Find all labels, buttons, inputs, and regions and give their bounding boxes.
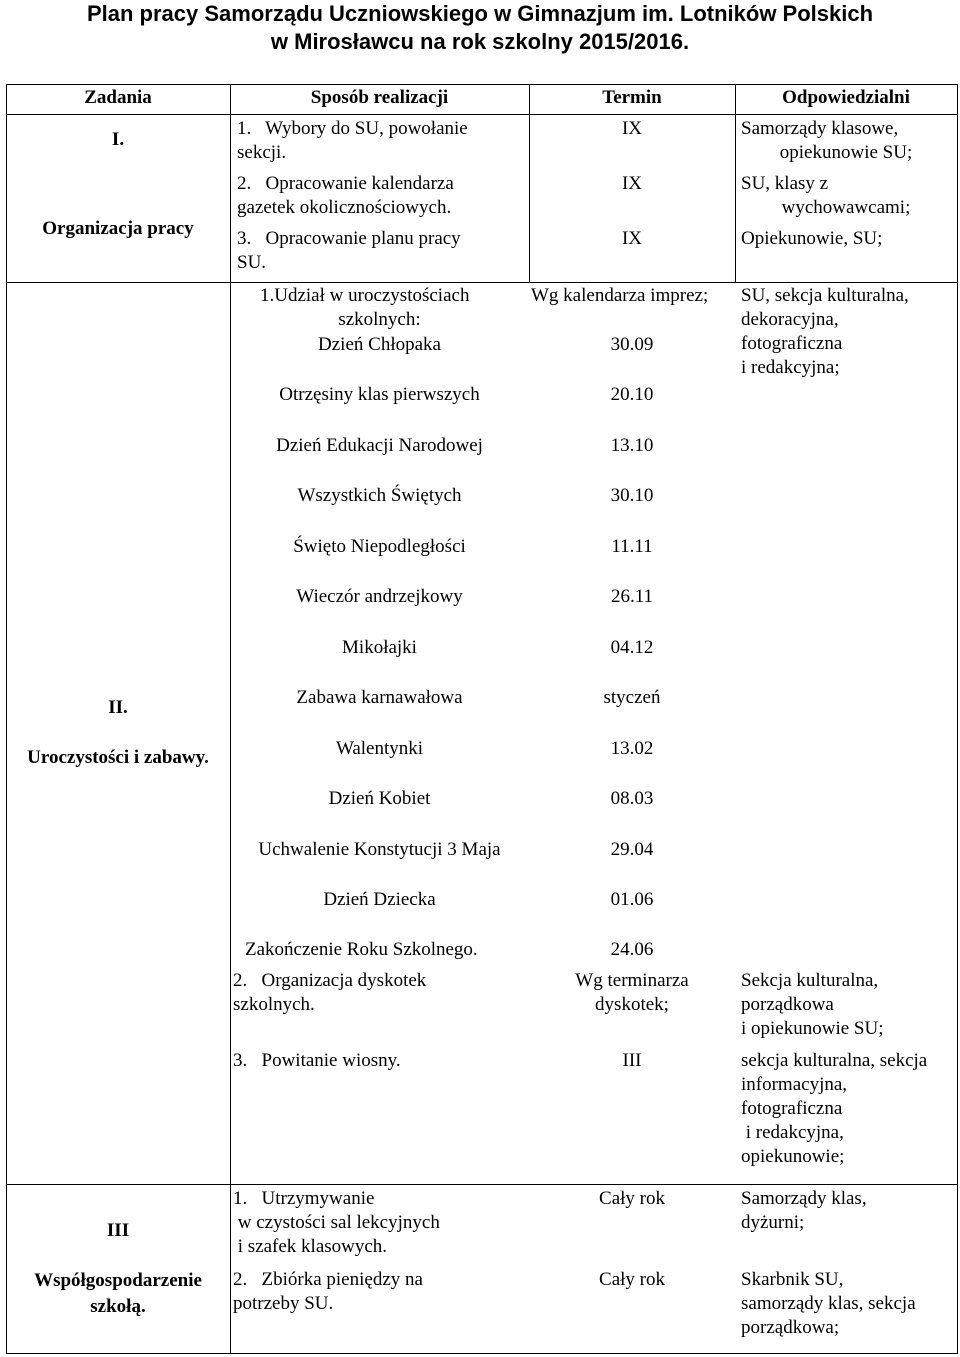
event-date: 01.06 <box>610 889 654 910</box>
odpowiedzialni-text: porządkowa; <box>741 1317 840 1338</box>
event-date: 24.06 <box>610 939 654 960</box>
odpowiedzialni-text: fotograficzna <box>741 333 843 354</box>
odpowiedzialni-text: SU, sekcja kulturalna, <box>741 285 909 306</box>
realizacja-text: szkolnych. <box>233 994 315 1015</box>
event-name: Dzień Edukacji Narodowej <box>276 435 483 456</box>
odpowiedzialni-text: Samorządy klasowe, <box>741 118 899 139</box>
odpowiedzialni-text: dekoracyjna, <box>741 309 839 330</box>
event-date: 04.12 <box>610 637 654 658</box>
odpowiedzialni-text: Sekcja kulturalna, <box>741 970 879 991</box>
odpowiedzialni-text: Samorządy klas, <box>741 1188 867 1209</box>
section-name: Współgospodarzenie <box>34 1270 202 1291</box>
odpowiedzialni-text: dyżurni; <box>741 1212 805 1233</box>
divider-section-2 <box>6 1184 958 1185</box>
odpowiedzialni-text: sekcja kulturalna, sekcja <box>741 1050 928 1071</box>
odpowiedzialni-text: i opiekunowie SU; <box>741 1018 884 1039</box>
event-name: Dzień Chłopaka <box>318 334 441 355</box>
termin-cell: IX <box>621 118 643 139</box>
table-border-top <box>6 84 958 85</box>
event-date: 13.10 <box>610 435 654 456</box>
odpowiedzialni-text: opiekunowie SU; <box>779 142 913 163</box>
page-title <box>0 0 960 56</box>
event-name: Zakończenie Roku Szkolnego. <box>245 939 478 960</box>
event-name: Zabawa karnawałowa <box>296 687 463 708</box>
column-divider-1 <box>230 84 231 1354</box>
page-title-line-1: Plan pracy Samorządu Uczniowskiego w Gimnazjum im. Lotników Polskich <box>86 1 874 26</box>
termin-cell: III <box>622 1050 642 1071</box>
realizacja-text: 2. Opracowanie kalendarza <box>237 173 454 194</box>
event-date: 29.04 <box>610 839 654 860</box>
event-name: Uchwalenie Konstytucji 3 Maja <box>258 839 501 860</box>
realizacja-text: sekcji. <box>237 142 287 163</box>
odpowiedzialni-text: porządkowa <box>741 994 834 1015</box>
header-odpowiedzialni: Odpowiedzialni <box>782 87 910 108</box>
table-border-bottom <box>6 1353 958 1354</box>
events-intro-line: szkolnych: <box>338 309 421 330</box>
page-title-line-2: w Mirosławcu na rok szkolny 2015/2016. <box>270 29 690 54</box>
event-date: 30.09 <box>610 334 654 355</box>
event-name: Walentynki <box>335 738 424 759</box>
events-termin-header: Wg kalendarza imprez; <box>531 285 709 306</box>
section-name: szkołą. <box>90 1296 146 1317</box>
table-header-divider <box>6 114 958 115</box>
column-divider-3 <box>735 84 736 282</box>
event-name: Wieczór andrzejkowy <box>296 586 463 607</box>
realizacja-text: potrzeby SU. <box>233 1293 334 1314</box>
event-date: 11.11 <box>611 536 653 557</box>
section-name: Uroczystości i zabawy. <box>27 747 209 768</box>
odpowiedzialni-text: i redakcyjna, <box>741 1122 844 1143</box>
realizacja-text: 3. Powitanie wiosny. <box>233 1050 401 1071</box>
termin-text: Wg terminarza <box>575 970 689 991</box>
termin-cell: Cały rok <box>599 1269 665 1290</box>
header-termin: Termin <box>602 87 662 108</box>
odpowiedzialni-text: samorządy klas, sekcja <box>741 1293 916 1314</box>
header-zadania: Zadania <box>84 87 152 108</box>
odpowiedzialni-text: informacyjna, <box>741 1074 848 1095</box>
termin-cell: IX <box>621 173 643 194</box>
odpowiedzialni-text: i redakcyjna; <box>741 357 840 378</box>
section-name: Organizacja pracy <box>42 218 194 239</box>
event-date: styczeń <box>603 687 661 708</box>
event-name: Dzień Dziecka <box>323 889 436 910</box>
odpowiedzialni-text: opiekunowie; <box>741 1146 845 1167</box>
termin-cell: IX <box>621 228 643 249</box>
event-name: Dzień Kobiet <box>328 788 431 809</box>
event-name: Otrzęsiny klas pierwszych <box>279 384 480 405</box>
realizacja-text: w czystości sal lekcyjnych <box>233 1212 440 1233</box>
table-border-right <box>957 84 958 1354</box>
event-date: 30.10 <box>610 485 654 506</box>
event-date: 26.11 <box>610 586 654 607</box>
event-name: Święto Niepodległości <box>293 536 466 557</box>
odpowiedzialni-text: Opiekunowie, SU; <box>741 228 883 249</box>
realizacja-text: 2. Organizacja dyskotek <box>233 970 427 991</box>
section-number: I. <box>111 129 125 150</box>
odpowiedzialni-text: SU, klasy z <box>741 173 829 194</box>
event-date: 13.02 <box>610 738 654 759</box>
event-name: Wszystkich Świętych <box>297 485 462 506</box>
realizacja-text: i szafek klasowych. <box>233 1236 388 1257</box>
odpowiedzialni-text: Skarbnik SU, <box>741 1269 844 1290</box>
realizacja-text: SU. <box>237 252 267 273</box>
realizacja-text: 1. Wybory do SU, powołanie <box>237 118 468 139</box>
termin-text: dyskotek; <box>595 994 669 1015</box>
realizacja-text: 1. Utrzymywanie <box>233 1188 375 1209</box>
realizacja-text: 3. Opracowanie planu pracy <box>237 228 461 249</box>
odpowiedzialni-text: wychowawcami; <box>781 197 911 218</box>
section-number: III <box>106 1220 130 1241</box>
section-number: II. <box>108 697 128 718</box>
realizacja-text: 2. Zbiórka pieniędzy na <box>233 1269 423 1290</box>
divider-section-1 <box>6 282 958 283</box>
events-intro-line: 1.Udział w uroczystościach <box>260 285 470 306</box>
odpowiedzialni-text: fotograficzna <box>741 1098 843 1119</box>
termin-cell: Cały rok <box>599 1188 665 1209</box>
header-sposob-realizacji: Sposób realizacji <box>310 87 449 108</box>
realizacja-text: gazetek okolicznościowych. <box>237 197 452 218</box>
event-date: 08.03 <box>610 788 654 809</box>
event-date: 20.10 <box>610 384 654 405</box>
event-name: Mikołajki <box>342 637 417 658</box>
